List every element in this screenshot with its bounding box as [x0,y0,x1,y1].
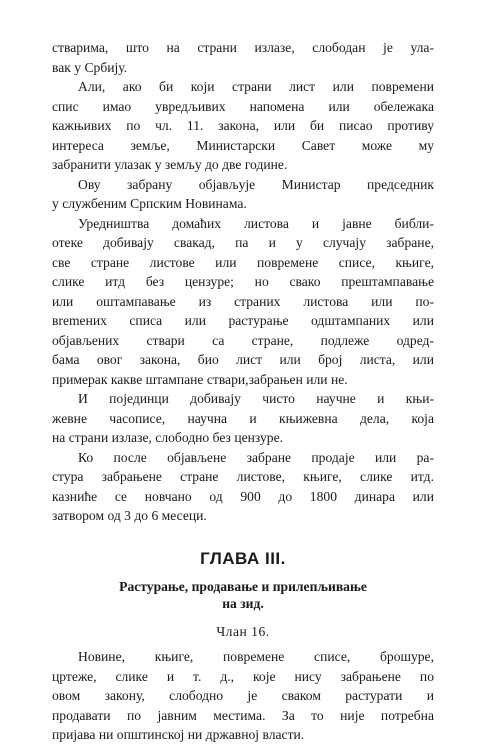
article-heading: Члан 16. [216,623,270,639]
text-line: Ову забрану објављује Министар председник [78,176,434,192]
text-line: овом закону, слободно је сваком растурати и [52,688,434,703]
text-line: отеке добивају свакад, па и у случају забране, [52,235,434,250]
paragraph-foreign-press [52,77,434,175]
text-line: спис имао увредљивих напомена или обележака [52,98,434,114]
text-line: у службеним Српским Новинама. [52,196,247,211]
text-line: вremених списа или растурање одштампаних или [52,313,434,328]
text-line: затвором од 3 до 6 месеци. [52,508,207,523]
paragraph-penalty [52,448,434,526]
paragraph-individuals [52,389,434,448]
text-line: стура забрањене стране листове, књиге, слике итд. [52,469,434,484]
text-line: све стране листове или повремене списе, књиге, [52,254,434,270]
text-line: Уредништва домаћих листова и јавне библи- [78,215,434,231]
text-line: забранити улазак у земљу до две године. [52,157,288,172]
text-line: жевне часописе, научна и књижевна дела, која [52,410,434,426]
text-line: вак у Србију. [52,59,128,75]
document-page [52,38,434,745]
paragraph-continuation [52,38,434,77]
paragraph-article-16 [52,647,434,745]
text-line: примерак какве штампане ствари,забрањен или не. [52,371,348,387]
text-line: бама овог закона, био лист или број листа, или [52,352,434,367]
text-line: објављених ствари са стране, подлеже одред- [52,332,434,348]
text-line: казниће се новчано од 900 до 1800 динара или [52,488,434,504]
text-line: или оштампавање из страних листова или по- [52,293,434,309]
text-line: слике итд без цензуре; но свако прештампавање [52,274,434,289]
text-line: продавати по јавним местима. За то није потребна [52,707,434,723]
text-line: Новине, књиге, повремене списе, брошуре, [78,649,434,664]
text-line: И појединци добивају чисто научне и књи- [78,391,434,406]
text-line: на страни излазе, слободно без цензуре. [52,430,284,445]
text-line: кажњивих по чл. 11. закона, или би писао противу [52,118,434,133]
text-line: цртеже, слике и т. д., које нису забрањене по [52,668,434,684]
subheading-line: на зид. [222,595,264,611]
paragraph-editorial-offices [52,214,434,390]
text-line: стварима, што на страни излазе, слободан је ула- [52,40,434,55]
text-line: Ко после објављене забране продаје или ра- [78,449,434,465]
text-line: пријава ни општинској ни државној власти. [52,727,305,742]
paragraph-ban-announcement [52,175,434,214]
subheading-line: Растурање, продавање и прилепљивање [119,578,367,594]
chapter-heading: ГЛАВА III. [200,548,286,568]
chapter-subheading [52,578,434,612]
text-line: Али, ако би који страни лист или повремени [78,79,434,94]
text-line: интереса земље, Министарски Савет може му [52,137,434,153]
